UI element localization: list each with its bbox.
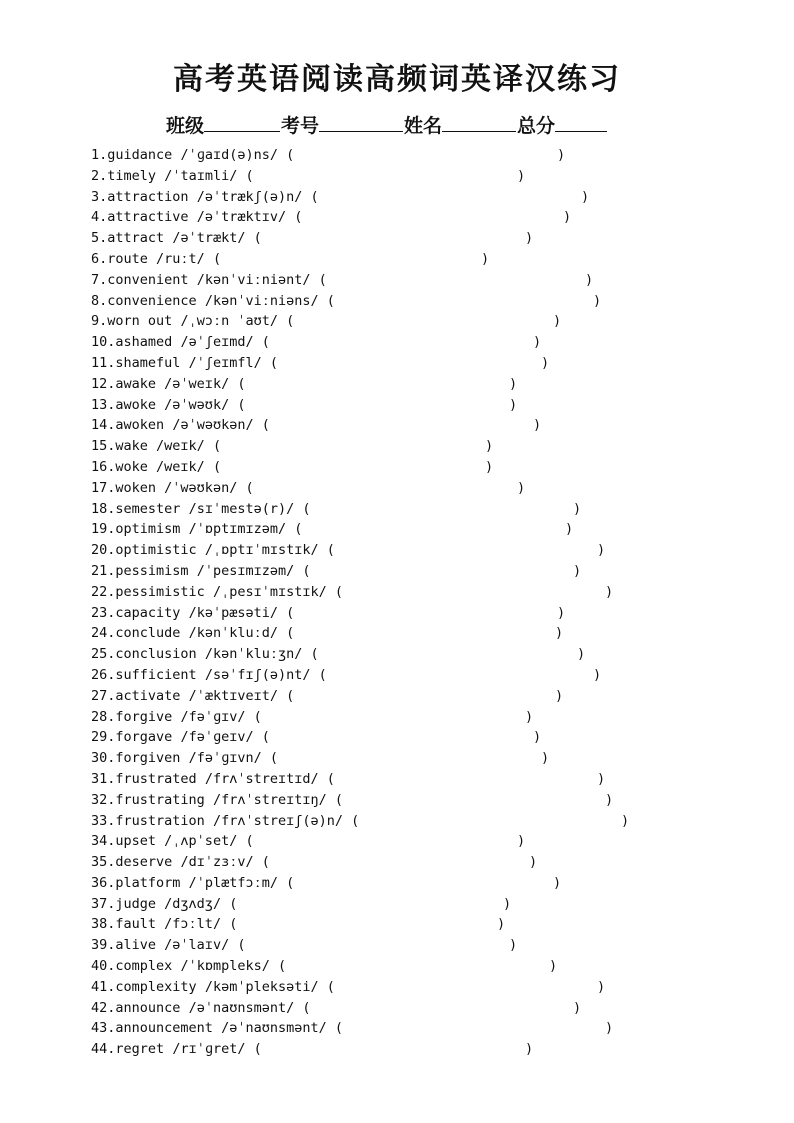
phonetic-transcription: /frʌˈstreɪtɪŋ/ <box>212 791 327 808</box>
answer-open-paren: ( <box>253 854 270 871</box>
answer-open-paren: ( <box>302 188 319 205</box>
phonetic-transcription: /fəˈɡeɪv/ <box>180 729 254 746</box>
item-number: 40. <box>91 958 116 975</box>
vocab-item <box>91 998 771 1019</box>
english-word: alive <box>115 937 157 954</box>
item-number: 43. <box>91 1020 116 1037</box>
vocab-item <box>91 873 771 894</box>
phonetic-transcription: /kənˈviːniəns/ <box>204 292 319 309</box>
vocab-item <box>91 166 771 187</box>
answer-open-paren: ( <box>229 375 246 392</box>
vocab-item <box>91 977 771 998</box>
english-word: attractive <box>107 209 189 226</box>
item-number: 2. <box>91 167 108 184</box>
answer-open-paren: ( <box>221 916 238 933</box>
english-word: ashamed <box>115 334 173 351</box>
english-word: woke <box>115 458 148 475</box>
phonetic-transcription: /kəmˈpleksəti/ <box>204 978 319 995</box>
item-number: 18. <box>91 500 116 517</box>
answer-open-paren: ( <box>310 271 327 288</box>
answer-open-paren: ( <box>326 583 343 600</box>
vocab-item <box>91 436 771 457</box>
answer-open-paren: ( <box>318 770 335 787</box>
vocab-item <box>91 415 771 436</box>
vocab-item <box>91 790 771 811</box>
phonetic-transcription: /səˈfɪʃ(ə)nt/ <box>204 666 311 683</box>
phonetic-transcription: /weɪk/ <box>156 458 205 475</box>
item-number: 16. <box>91 458 116 475</box>
phonetic-transcription: /ˌɒptɪˈmɪstɪk/ <box>204 542 319 559</box>
answer-close-paren[interactable]: ) <box>573 562 582 579</box>
vocab-item <box>91 623 771 644</box>
vocab-item <box>91 519 771 540</box>
vocab-item <box>91 207 771 228</box>
phonetic-transcription: /kənˈkluːʒn/ <box>204 646 303 663</box>
answer-close-paren[interactable]: ) <box>509 937 518 954</box>
vocab-item <box>91 311 771 332</box>
vocab-item <box>91 353 771 374</box>
phonetic-transcription: /frʌˈstreɪʃ(ə)n/ <box>212 812 343 829</box>
answer-close-paren[interactable]: ) <box>581 188 590 205</box>
answer-open-paren: ( <box>286 209 303 226</box>
vocab-item <box>91 457 771 478</box>
answer-close-paren[interactable]: ) <box>533 729 542 746</box>
vocab-item <box>91 707 771 728</box>
answer-close-paren[interactable]: ) <box>597 978 606 995</box>
answer-close-paren[interactable]: ) <box>557 147 566 163</box>
answer-close-paren[interactable]: ) <box>553 874 562 891</box>
english-word: awoken <box>115 417 165 434</box>
answer-open-paren: ( <box>277 687 295 704</box>
vocab-item <box>91 478 771 499</box>
item-number: 7. <box>91 271 108 288</box>
english-word: shameful <box>115 354 181 371</box>
vocab-item <box>91 332 771 353</box>
answer-open-paren: ( <box>326 791 343 808</box>
answer-close-paren[interactable]: ) <box>553 313 562 330</box>
answer-open-paren: ( <box>204 250 222 267</box>
answer-open-paren: ( <box>253 417 270 434</box>
item-number: 25. <box>91 646 116 663</box>
phonetic-transcription: /ˈʃeɪmfl/ <box>188 354 262 371</box>
phonetic-transcription: /ˈɡaɪd(ə)ns/ <box>180 147 278 163</box>
item-number: 41. <box>91 978 116 995</box>
vocab-item <box>91 1039 771 1060</box>
answer-open-paren: ( <box>245 230 262 247</box>
answer-close-paren[interactable]: ) <box>525 230 534 247</box>
english-word: sufficient <box>115 666 197 683</box>
answer-close-paren[interactable]: ) <box>509 375 518 392</box>
answer-close-paren[interactable]: ) <box>541 354 550 371</box>
item-number: 23. <box>91 604 116 621</box>
phonetic-transcription: /kəˈpæsəti/ <box>188 604 278 621</box>
answer-open-paren: ( <box>310 666 327 683</box>
item-number: 3. <box>91 188 108 205</box>
student-info-line <box>166 109 608 139</box>
item-number: 27. <box>91 687 116 704</box>
phonetic-transcription: /ˈwəʊkən/ <box>164 479 238 496</box>
english-word: frustration <box>115 812 205 829</box>
item-number: 42. <box>91 999 116 1016</box>
english-word: regret <box>115 1041 165 1058</box>
item-number: 22. <box>91 583 116 600</box>
answer-open-paren: ( <box>277 147 295 163</box>
answer-close-paren[interactable]: ) <box>621 812 630 829</box>
vocab-item <box>91 831 771 852</box>
name-blank[interactable] <box>442 109 516 132</box>
vocab-item <box>91 665 771 686</box>
english-word: convenience <box>107 292 197 309</box>
english-word: activate <box>115 687 181 704</box>
phonetic-transcription: /ˈkɒmpleks/ <box>180 958 270 975</box>
phonetic-transcription: /ˈæktɪveɪt/ <box>188 687 278 704</box>
english-word: frustrating <box>115 791 205 808</box>
item-number: 33. <box>91 812 116 829</box>
phonetic-transcription: /əˈʃeɪmd/ <box>180 334 254 351</box>
english-word: capacity <box>115 604 181 621</box>
phonetic-transcription: /ˈplætfɔːm/ <box>188 874 278 891</box>
vocab-item <box>91 145 771 166</box>
answer-open-paren: ( <box>269 958 287 975</box>
answer-open-paren: ( <box>237 833 254 850</box>
item-number: 4. <box>91 209 108 226</box>
phonetic-transcription: /əˈtræktɪv/ <box>196 209 287 226</box>
answer-open-paren: ( <box>204 458 222 475</box>
answer-open-paren: ( <box>294 562 311 579</box>
item-number: 31. <box>91 770 116 787</box>
answer-close-paren[interactable]: ) <box>597 770 606 787</box>
item-number: 5. <box>91 230 108 247</box>
answer-close-paren[interactable]: ) <box>563 209 572 226</box>
answer-open-paren: ( <box>302 646 319 663</box>
answer-close-paren[interactable]: ) <box>485 458 494 475</box>
item-number: 12. <box>91 375 116 392</box>
vocab-item <box>91 914 771 935</box>
answer-close-paren[interactable]: ) <box>509 396 518 413</box>
item-number: 20. <box>91 542 116 559</box>
english-word: attraction <box>107 188 189 205</box>
vocab-item <box>91 894 771 915</box>
item-number: 29. <box>91 729 116 746</box>
answer-close-paren[interactable]: ) <box>557 604 566 621</box>
english-word: fault <box>115 916 157 933</box>
answer-open-paren: ( <box>237 167 254 184</box>
answer-close-paren[interactable]: ) <box>529 854 538 871</box>
english-word: conclusion <box>115 646 197 663</box>
english-word: worn out <box>107 313 173 330</box>
item-number: 8. <box>91 292 108 309</box>
english-word: awoke <box>115 396 157 413</box>
vocab-item <box>91 811 771 832</box>
phonetic-transcription: /dɪˈzɜːv/ <box>180 854 254 871</box>
phonetic-transcription: /sɪˈmestə(r)/ <box>188 500 295 517</box>
phonetic-transcription: /ruːt/ <box>156 250 205 267</box>
answer-close-paren[interactable]: ) <box>533 417 542 434</box>
item-number: 21. <box>91 562 116 579</box>
answer-close-paren[interactable]: ) <box>503 895 512 912</box>
english-word: woken <box>115 479 157 496</box>
english-word: deserve <box>115 854 173 871</box>
vocab-item <box>91 374 771 395</box>
answer-close-paren[interactable]: ) <box>605 1020 614 1037</box>
phonetic-transcription: /fəˈɡɪvn/ <box>188 750 262 767</box>
answer-open-paren: ( <box>245 1041 262 1058</box>
exam-number-blank[interactable] <box>319 109 403 132</box>
phonetic-transcription: /kənˈviːniənt/ <box>196 271 311 288</box>
answer-close-paren[interactable]: ) <box>605 791 614 808</box>
english-word: convenient <box>107 271 189 288</box>
item-number: 36. <box>91 874 116 891</box>
phonetic-transcription: /kənˈkluːd/ <box>188 625 278 642</box>
answer-open-paren: ( <box>245 708 262 725</box>
answer-close-paren[interactable]: ) <box>485 438 494 455</box>
english-word: complexity <box>115 978 197 995</box>
phonetic-transcription: /ˈtaɪmli/ <box>164 167 238 184</box>
vocab-item <box>91 1018 771 1039</box>
item-number: 1. <box>91 147 108 163</box>
phonetic-transcription: /dʒʌdʒ/ <box>164 895 222 912</box>
phonetic-transcription: /ˌpesɪˈmɪstɪk/ <box>212 583 327 600</box>
worksheet-title: 高考英语阅读高频词英译汉练习 <box>173 62 621 97</box>
phonetic-transcription: /əˈlaɪv/ <box>164 937 230 954</box>
phonetic-transcription: /ˈpesɪmɪzəm/ <box>196 562 295 579</box>
total-score-blank[interactable] <box>555 109 607 132</box>
phonetic-transcription: /əˈwəʊk/ <box>164 396 230 413</box>
item-number: 15. <box>91 438 116 455</box>
phonetic-transcription: /əˈnaʊnsmənt/ <box>188 999 295 1016</box>
item-number: 44. <box>91 1041 116 1058</box>
item-number: 10. <box>91 334 116 351</box>
answer-close-paren[interactable]: ) <box>533 334 542 351</box>
vocab-item <box>91 956 771 977</box>
class-blank[interactable] <box>204 109 280 132</box>
answer-close-paren[interactable]: ) <box>481 250 490 267</box>
vocab-item <box>91 603 771 624</box>
answer-open-paren: ( <box>318 978 335 995</box>
answer-close-paren[interactable]: ) <box>565 521 574 538</box>
answer-close-paren[interactable]: ) <box>497 916 506 933</box>
english-word: pessimistic <box>115 583 205 600</box>
item-number: 13. <box>91 396 116 413</box>
exam-number-label: 考号 <box>281 115 320 137</box>
vocab-item <box>91 249 771 270</box>
vocab-item <box>91 187 771 208</box>
vocab-item <box>91 499 771 520</box>
answer-open-paren: ( <box>221 895 238 912</box>
answer-open-paren: ( <box>277 313 295 330</box>
english-word: forgive <box>115 708 173 725</box>
answer-open-paren: ( <box>237 479 254 496</box>
item-number: 30. <box>91 750 116 767</box>
english-word: optimistic <box>115 542 197 559</box>
answer-close-paren[interactable]: ) <box>577 646 586 663</box>
english-word: attract <box>107 230 165 247</box>
answer-close-paren[interactable]: ) <box>593 666 602 683</box>
answer-close-paren[interactable]: ) <box>549 958 558 975</box>
item-number: 6. <box>91 250 108 267</box>
answer-open-paren: ( <box>261 750 278 767</box>
answer-close-paren[interactable]: ) <box>517 479 526 496</box>
answer-close-paren[interactable]: ) <box>597 542 606 559</box>
vocabulary-list <box>91 145 771 1060</box>
answer-close-paren[interactable]: ) <box>525 1041 534 1058</box>
english-word: forgiven <box>115 750 181 767</box>
english-word: announce <box>115 999 181 1016</box>
item-number: 28. <box>91 708 116 725</box>
item-number: 38. <box>91 916 116 933</box>
english-word: optimism <box>115 521 181 538</box>
vocab-item <box>91 270 771 291</box>
item-number: 19. <box>91 521 116 538</box>
answer-open-paren: ( <box>277 625 295 642</box>
item-number: 34. <box>91 833 116 850</box>
answer-open-paren: ( <box>318 292 335 309</box>
answer-open-paren: ( <box>277 604 295 621</box>
item-number: 39. <box>91 937 116 954</box>
item-number: 14. <box>91 417 116 434</box>
vocab-item <box>91 395 771 416</box>
answer-open-paren: ( <box>294 500 311 517</box>
answer-open-paren: ( <box>286 521 303 538</box>
english-word: awake <box>115 375 157 392</box>
phonetic-transcription: /ˌʌpˈset/ <box>164 833 238 850</box>
english-word: judge <box>115 895 157 912</box>
vocab-item <box>91 540 771 561</box>
item-number: 24. <box>91 625 116 642</box>
answer-close-paren[interactable]: ) <box>605 583 614 600</box>
answer-open-paren: ( <box>229 937 246 954</box>
english-word: route <box>107 250 148 267</box>
vocab-item <box>91 291 771 312</box>
english-word: conclude <box>115 625 181 642</box>
english-word: timely <box>107 167 157 184</box>
phonetic-transcription: /əˈweɪk/ <box>164 375 230 392</box>
item-number: 26. <box>91 666 116 683</box>
answer-open-paren: ( <box>326 1020 344 1037</box>
phonetic-transcription: /əˈtrækʃ(ə)n/ <box>196 188 303 205</box>
class-label: 班级 <box>166 115 205 137</box>
name-label: 姓名 <box>404 115 443 137</box>
answer-close-paren[interactable]: ) <box>517 833 526 850</box>
answer-close-paren[interactable]: ) <box>593 292 602 309</box>
phonetic-transcription: /fəˈɡɪv/ <box>180 708 246 725</box>
english-word: guidance <box>107 147 173 163</box>
english-word: wake <box>115 438 148 455</box>
vocab-item <box>91 769 771 790</box>
answer-open-paren: ( <box>277 874 295 891</box>
english-word: platform <box>115 874 181 891</box>
answer-close-paren[interactable]: ) <box>585 271 594 288</box>
answer-open-paren: ( <box>261 354 278 371</box>
answer-open-paren: ( <box>204 438 222 455</box>
answer-open-paren: ( <box>229 396 246 413</box>
vocab-item <box>91 644 771 665</box>
answer-close-paren[interactable]: ) <box>573 999 582 1016</box>
answer-close-paren[interactable]: ) <box>573 500 582 517</box>
phonetic-transcription: /frʌˈstreɪtɪd/ <box>204 770 319 787</box>
phonetic-transcription: /rɪˈɡret/ <box>172 1041 246 1058</box>
english-word: frustrated <box>115 770 197 787</box>
english-word: pessimism <box>115 562 189 579</box>
phonetic-transcription: /weɪk/ <box>156 438 205 455</box>
answer-open-paren: ( <box>253 729 270 746</box>
phonetic-transcription: /ˌwɔːn ˈaʊt/ <box>180 313 278 330</box>
vocab-item <box>91 935 771 956</box>
vocab-item <box>91 748 771 769</box>
vocab-item <box>91 727 771 748</box>
phonetic-transcription: /ˈɒptɪmɪzəm/ <box>188 521 287 538</box>
item-number: 9. <box>91 313 108 330</box>
phonetic-transcription: /fɔːlt/ <box>164 916 222 933</box>
english-word: upset <box>115 833 157 850</box>
total-score-label: 总分 <box>517 115 556 137</box>
english-word: forgave <box>115 729 173 746</box>
answer-close-paren[interactable]: ) <box>517 167 526 184</box>
item-number: 35. <box>91 854 116 871</box>
vocab-item <box>91 228 771 249</box>
answer-open-paren: ( <box>294 999 311 1016</box>
answer-close-paren[interactable]: ) <box>541 750 550 767</box>
answer-open-paren: ( <box>342 812 360 829</box>
answer-open-paren: ( <box>318 542 335 559</box>
english-word: announcement <box>115 1020 213 1037</box>
english-word: complex <box>115 958 173 975</box>
phonetic-transcription: /əˈwəʊkən/ <box>172 417 254 434</box>
answer-close-paren[interactable]: ) <box>555 625 564 642</box>
phonetic-transcription: /əˈtrækt/ <box>172 230 246 247</box>
item-number: 32. <box>91 791 116 808</box>
vocab-item <box>91 561 771 582</box>
vocab-item <box>91 686 771 707</box>
answer-close-paren[interactable]: ) <box>555 687 564 704</box>
english-word: semester <box>115 500 181 517</box>
answer-open-paren: ( <box>253 334 270 351</box>
answer-close-paren[interactable]: ) <box>525 708 534 725</box>
phonetic-transcription: /əˈnaʊnsmənt/ <box>221 1020 327 1037</box>
item-number: 37. <box>91 895 116 912</box>
item-number: 17. <box>91 479 116 496</box>
item-number: 11. <box>91 354 116 371</box>
vocab-item <box>91 852 771 873</box>
vocab-item <box>91 582 771 603</box>
